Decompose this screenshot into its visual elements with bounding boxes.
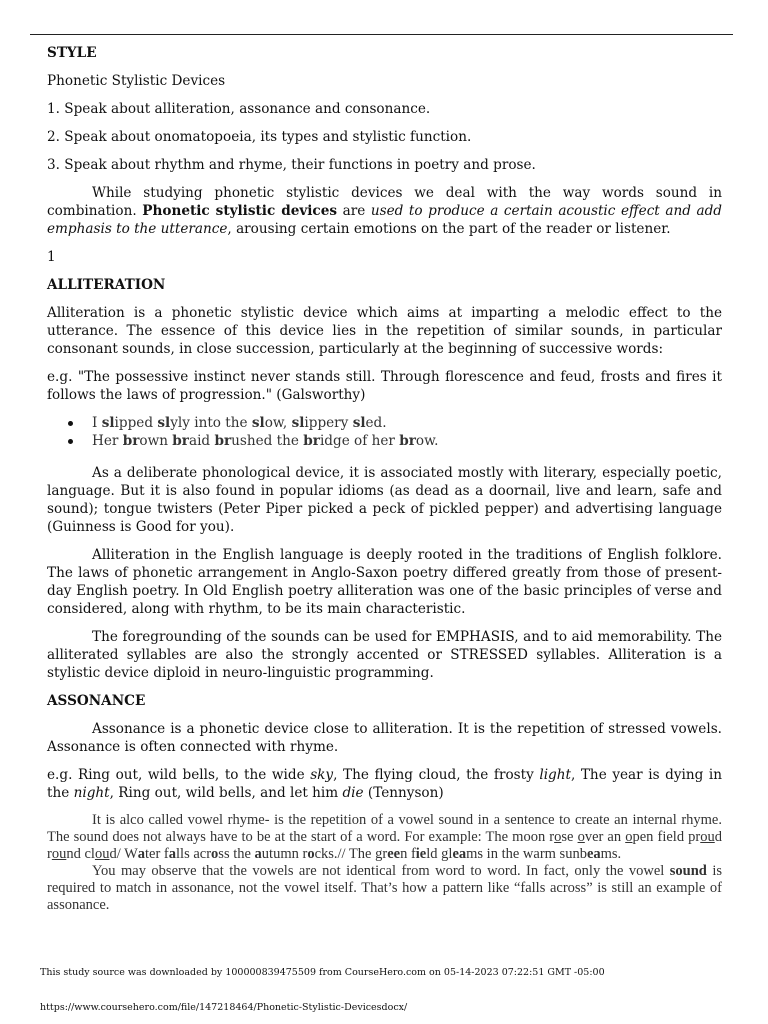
subtitle: Phonetic Stylistic Devices xyxy=(47,73,226,89)
footer-url-link[interactable]: https://www.coursehero.com/file/147218464/Phonetic-Stylistic-Devicesdocx/ xyxy=(40,1002,408,1013)
question-2: 2. Speak about onomatopoeia, its types and stylistic function. xyxy=(47,129,472,145)
heading-assonance: ASSONANCE xyxy=(47,693,146,709)
question-1: 1. Speak about alliteration, assonance and consonance. xyxy=(47,101,431,117)
alliteration-paragraph-2: As a deliberate phonological device, it is associated mostly with literary, especially poetic, language. But it is also found in popular idioms (as dead as a doornail, live and learn, safe and sound); tongue twisters (Peter Piper picked a peck of pickled pepper) and advertising language (Guinness is Good for you). xyxy=(47,465,722,535)
intro-term: Phonetic stylistic devices xyxy=(142,203,338,219)
intro-text-3: , arousing certain emotions on the part of the reader or listener. xyxy=(227,221,671,237)
alliteration-paragraph-3: Alliteration in the English language is deeply rooted in the traditions of English folklore. The laws of phonetic arrangement in Anglo-Saxon poetry differed greatly from those of present-day English poetry. In Old English poetry alliteration was one of the basic principles of verse and considered, along with rhythm, to be its main characteristic. xyxy=(47,547,722,617)
vowel-rhyme-block xyxy=(47,812,722,914)
list-item: Her brown braid brushed the bridge of her brow. xyxy=(92,432,722,450)
assonance-definition: Assonance is a phonetic device close to alliteration. It is the repetition of stressed vowels. Assonance is often connected with rhyme. xyxy=(47,721,722,755)
assonance-example: e.g. Ring out, wild bells, to the wide sky, The flying cloud, the frosty light, The year is dying in the night, Ring out, wild bells, and let him die (Tennyson) xyxy=(47,767,722,801)
alliteration-definition: Alliteration is a phonetic stylistic device which aims at imparting a melodic effect to the utterance. The essence of this device lies in the repetition of similar sounds, in particular consonant sounds, in close succession, particularly at the beginning of successive words: xyxy=(47,305,722,357)
question-3: 3. Speak about rhythm and rhyme, their functions in poetry and prose. xyxy=(47,157,536,173)
vowel-sound-paragraph: You may observe that the vowels are not identical from word to word. In fact, only the vowel sound is required to match in assonance, not the vowel itself. That’s how a pattern like “falls across” is still an example of assonance. xyxy=(47,863,722,913)
heading-alliteration: ALLITERATION xyxy=(47,277,166,293)
alliteration-examples-list xyxy=(47,414,722,450)
alliteration-paragraph-4: The foregrounding of the sounds can be used for EMPHASIS, and to aid memorability. The alliterated syllables are also the strongly accented or STRESSED syllables. Alliteration is a stylistic device diploid in neuro-linguistic programming. xyxy=(47,629,722,681)
top-rule xyxy=(30,34,733,35)
footer-source-note: This study source was downloaded by 100000839475509 from CourseHero.com on 05-14-2023 07:22:51 GMT -05:00 xyxy=(40,967,605,978)
intro-text-2: are xyxy=(337,203,371,219)
section-number: 1 xyxy=(47,249,56,265)
vowel-rhyme-paragraph: It is alco called vowel rhyme- is the repetition of a vowel sound in a sentence to create an internal rhyme. The sound does not always have to be at the start of a word. For example: The moon rose over an open field proud round cloud/ Water falls across the autumn rocks.// The green field gleams in the warm sunbeams. xyxy=(47,812,722,862)
intro-text-1: While studying phonetic stylistic devices we deal with the way words sound in combination. xyxy=(47,185,722,219)
document-page xyxy=(47,44,722,914)
alliteration-example: e.g. "The possessive instinct never stands still. Through florescence and feud, frosts and fires it follows the laws of progression." (Galsworthy) xyxy=(47,369,722,403)
heading-style: STYLE xyxy=(47,45,97,61)
list-item: I slipped slyly into the slow, slippery sled. xyxy=(92,414,722,432)
intro-italic: used to produce a certain acoustic effect and add emphasis to the utterance xyxy=(47,203,723,237)
intro-paragraph xyxy=(47,184,722,238)
